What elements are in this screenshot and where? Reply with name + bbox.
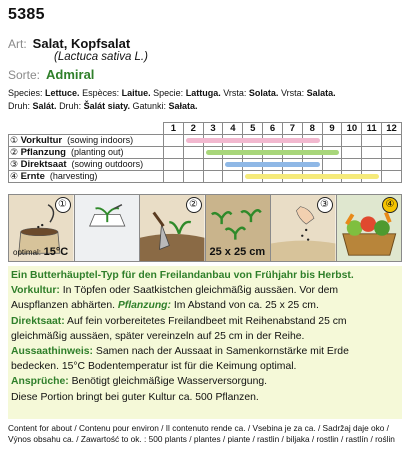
period-bar <box>186 138 320 143</box>
footer-content <box>8 423 395 445</box>
row-number: ④ <box>10 171 19 181</box>
footer-line-1: Content for about / Contenu pour environ / Il contenuto rende ca. / Vsebina je za ca. / Sadržaj daje oko / <box>8 423 389 433</box>
product-code: 5385 <box>8 6 45 23</box>
species-label: Species: <box>8 88 43 98</box>
calendar-header-row <box>9 123 402 135</box>
month-cell <box>342 159 362 171</box>
species-label: Druh: <box>8 101 31 111</box>
species-label: Druh: <box>59 101 82 111</box>
note-label: optimal: <box>13 248 42 257</box>
pflanzung-text: Im Abstand von ca. 25 x 25 cm. <box>170 300 319 312</box>
row-number: ② <box>10 147 19 157</box>
species-value: Salát. <box>32 101 57 111</box>
trowel-planting-icon <box>140 195 206 261</box>
month-cell <box>203 147 223 159</box>
month-cell <box>183 159 203 171</box>
ansprueche-paragraph <box>11 374 399 389</box>
pictogram-note <box>210 246 266 258</box>
sorte-row <box>8 67 94 82</box>
aussaat-label: Aussaathinweis: <box>11 346 93 358</box>
month-header: 1 <box>164 123 184 135</box>
row-name: Vorkultur <box>20 135 63 146</box>
month-cell <box>223 171 243 183</box>
month-cell <box>164 159 184 171</box>
month-cell <box>382 159 402 171</box>
row-name: Direktsaat <box>20 159 67 170</box>
calendar-row <box>9 159 402 171</box>
ansprueche-label: Ansprüche: <box>11 376 69 388</box>
month-cell <box>342 135 362 147</box>
step-number: ② <box>186 197 202 213</box>
aussaat-paragraph-cont: bedecken. 15°C Bodentemperatur ist für die Keimung optimal. <box>11 361 297 373</box>
species-label: Vrsta: <box>280 88 305 98</box>
description-headline: Ein Butterhäuptel-Typ für den Freilandanbau von Frühjahr bis Herbst. <box>11 270 354 281</box>
month-header: 4 <box>223 123 243 135</box>
art-row <box>8 36 130 51</box>
species-value: Laitue. <box>121 88 151 98</box>
month-header: 8 <box>302 123 322 135</box>
row-subtitle: (sowing outdoors) <box>71 159 144 169</box>
row-subtitle: (harvesting) <box>49 171 98 181</box>
pictogram-note <box>13 246 68 258</box>
calendar-row-label <box>9 135 164 147</box>
month-cell <box>183 171 203 183</box>
step-number: ① <box>55 197 71 213</box>
month-cell <box>183 147 203 159</box>
spacing-plants-icon <box>206 195 272 261</box>
seedling-pot-icon <box>75 195 141 261</box>
month-cell <box>203 171 223 183</box>
month-header: 9 <box>322 123 342 135</box>
vorkultur-label: Vorkultur: <box>11 285 60 297</box>
period-bar <box>245 174 379 179</box>
species-label: Espèces: <box>82 88 120 98</box>
row-number: ③ <box>10 159 19 169</box>
month-header: 11 <box>362 123 382 135</box>
step-number: ③ <box>317 197 333 213</box>
species-value: Šalát siaty. <box>83 101 130 111</box>
month-cell <box>322 159 342 171</box>
latin-name: (Lactuca sativa L.) <box>54 51 148 63</box>
note-value: 25 x 25 cm <box>209 246 266 258</box>
row-name: Pflanzung <box>20 147 66 158</box>
row-number: ① <box>10 135 19 145</box>
vorkultur-paragraph <box>11 283 399 298</box>
sorte-value: Admiral <box>46 67 95 82</box>
calendar-row-label <box>9 171 164 183</box>
period-bar <box>206 150 340 155</box>
art-value: Salat, Kopfsalat <box>32 36 131 51</box>
vegetable-basket-icon <box>337 195 402 261</box>
vorkultur-text-1: In Töpfen oder Saatkistchen gleichmäßig aussäen. Vor dem <box>59 285 339 297</box>
calendar-corner <box>9 123 164 135</box>
direktsaat-label: Direktsaat: <box>11 315 65 327</box>
direct-sowing-icon <box>271 195 337 261</box>
aussaat-text-1: Samen nach der Aussaat in Samenkornstärke mit Erde <box>93 346 349 358</box>
month-header: 12 <box>382 123 402 135</box>
month-cell <box>362 159 382 171</box>
portion-text: Diese Portion bringt bei guter Kultur ca. 500 Pflanzen. <box>11 391 259 403</box>
month-header: 10 <box>342 123 362 135</box>
sowing-calendar <box>8 122 402 183</box>
calendar-row-label <box>9 159 164 171</box>
art-label: Art: <box>8 37 27 51</box>
month-cell <box>382 171 402 183</box>
month-header: 3 <box>203 123 223 135</box>
month-cell <box>243 171 263 183</box>
species-value: Solata. <box>248 88 279 98</box>
seedling-pot-icon-art <box>75 195 140 261</box>
month-header: 2 <box>183 123 203 135</box>
sorte-label: Sorte: <box>8 68 41 82</box>
month-cell <box>382 147 402 159</box>
vorkultur-paragraph-cont <box>11 298 399 313</box>
ansprueche-text: Benötigt gleichmäßige Wasserversorgung. <box>68 376 268 388</box>
period-bar <box>225 162 319 167</box>
month-cell <box>322 135 342 147</box>
species-value: Lettuce. <box>45 88 80 98</box>
row-subtitle: (planting out) <box>70 147 124 157</box>
calendar-row <box>9 171 402 183</box>
direktsaat-text-1: Auf fein vorbereitetes Freilandbeet mit Reihenabstand 25 cm <box>64 315 347 327</box>
species-value: Salata. <box>306 88 336 98</box>
month-cell <box>362 135 382 147</box>
calendar-row <box>9 147 402 159</box>
species-line-1 <box>8 88 336 98</box>
month-cell <box>203 159 223 171</box>
species-label: Vrsta: <box>223 88 247 98</box>
pictogram-strip <box>8 194 402 262</box>
month-header: 5 <box>243 123 263 135</box>
species-line-2 <box>8 101 198 111</box>
vorkultur-text-2: Auspflanzen abhärten. <box>11 300 118 312</box>
description-box <box>8 266 402 419</box>
row-name: Ernte <box>20 171 45 182</box>
row-subtitle: (sowing indoors) <box>67 135 134 145</box>
month-cell <box>164 171 184 183</box>
month-cell <box>164 147 184 159</box>
species-label: Specie: <box>153 88 184 98</box>
footer-line-2: Výnos obsahu ca. / Zawartość to ok. : 500 plants / plantes / piante / rastlin / biljaka / rostlin / rastlín / roślin <box>8 434 395 444</box>
calendar-table <box>8 122 402 183</box>
step-number: ④ <box>382 197 398 213</box>
month-header: 6 <box>263 123 283 135</box>
month-cell <box>183 135 203 147</box>
month-cell <box>382 135 402 147</box>
species-value: Sałata. <box>168 101 198 111</box>
month-cell <box>223 159 243 171</box>
calendar-row <box>9 135 402 147</box>
species-value: Lattuga. <box>185 88 221 98</box>
species-label: Gatunki: <box>132 101 166 111</box>
month-cell <box>342 147 362 159</box>
direktsaat-paragraph <box>11 314 399 329</box>
aussaat-paragraph <box>11 344 399 359</box>
pflanzung-label: Pflanzung: <box>117 300 171 312</box>
month-header: 7 <box>282 123 302 135</box>
sowing-pot-icon <box>9 195 75 261</box>
note-value: 15°C <box>43 246 69 258</box>
month-cell <box>362 147 382 159</box>
direktsaat-paragraph-cont: gleichmäßig aussäen, später vereinzeln auf 25 cm in der Reihe. <box>11 330 305 342</box>
month-cell <box>164 135 184 147</box>
calendar-row-label <box>9 147 164 159</box>
